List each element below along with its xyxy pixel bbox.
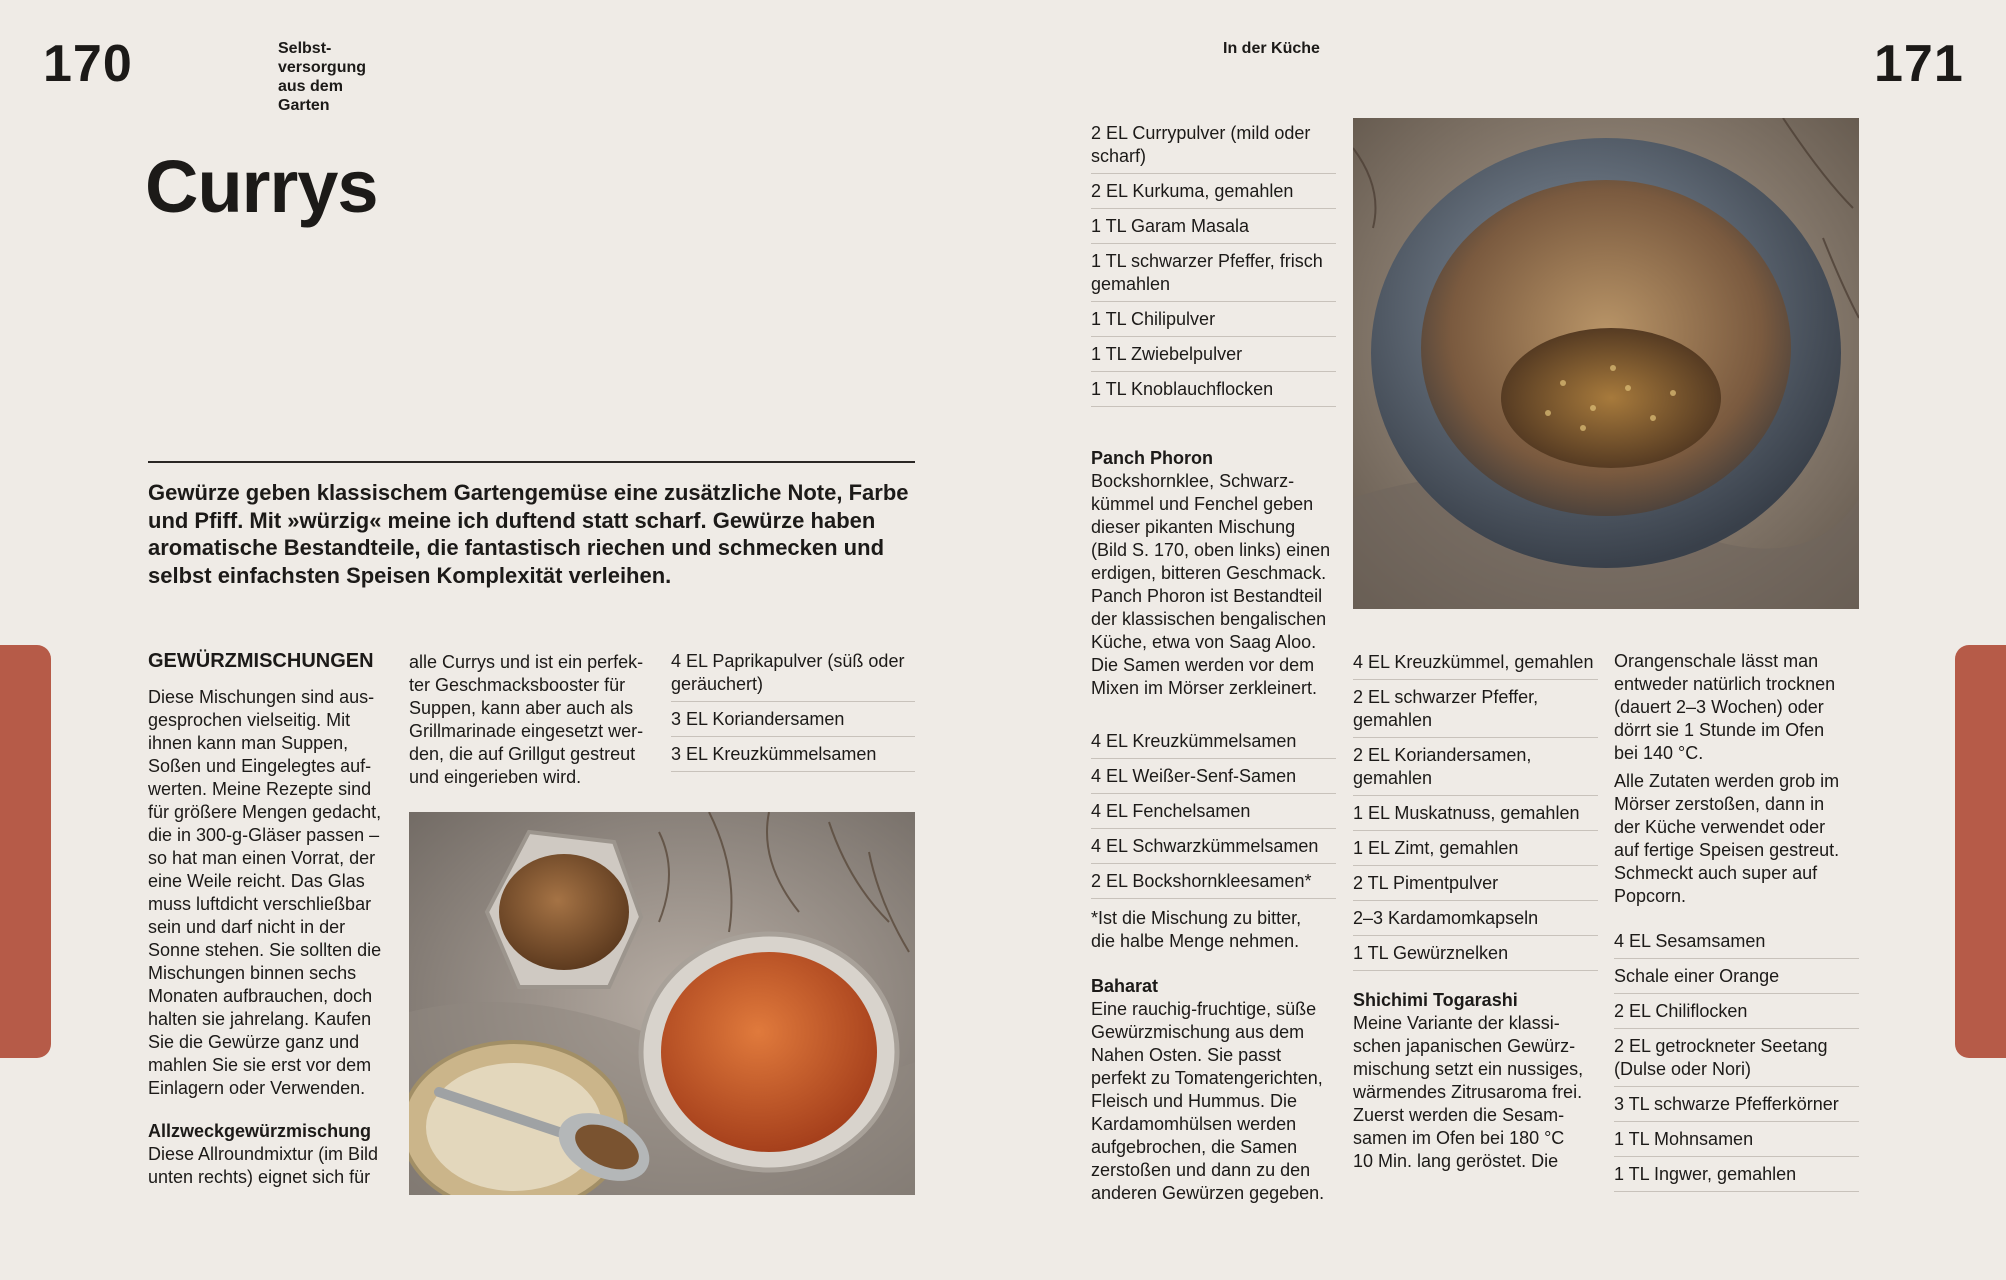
page-title: Currys — [145, 145, 378, 228]
mortar-photo — [1353, 118, 1859, 609]
ingredient: 2 EL Chiliflocken — [1614, 998, 1859, 1029]
shichimi-body-cont: Orangenschale lässt man entweder natürlich trocknen (dauert 2–3 Wochen) oder dörrt sie 1 Stunde im Ofen bei 140 °C. — [1614, 651, 1836, 763]
ingredient: 3 TL schwarze Pfefferkörner — [1614, 1091, 1859, 1122]
ingredient: 4 EL Paprikapulver (süß oder geräuchert) — [671, 648, 915, 702]
column-2: alle Currys und ist ein perfek- ter Geschmacksbooster für Suppen, kann aber auch als Grillmarinade eingesetzt wer- den, die auf Grillgut gestreut und eingerieben wird. — [409, 652, 644, 787]
ingredient: 4 EL Kreuzkümmel, gemahlen — [1353, 649, 1598, 680]
ingredient: 1 TL Gewürznelken — [1353, 940, 1598, 971]
shichimi-body-cont2: Alle Zutaten werden grob im Mörser zerstoßen, dann in der Küche verwendet oder auf fertige Speisen gestreut. Schmeckt auch super auf Popcorn. — [1614, 771, 1840, 906]
ingredient: 4 EL Kreuzkümmelsamen — [1091, 728, 1336, 759]
left-chapter-tab — [0, 645, 51, 1058]
ingredient: 1 EL Muskatnuss, gemahlen — [1353, 800, 1598, 831]
ingredient: 4 EL Fenchelsamen — [1091, 798, 1336, 829]
spice-jars-illustration — [409, 812, 915, 1195]
ingredient: 2–3 Kardamomkapseln — [1353, 905, 1598, 936]
ingredient: 3 EL Koriandersamen — [671, 706, 915, 737]
baharat-ingredient-list — [1353, 649, 1598, 971]
column-r1 — [1091, 120, 1336, 1205]
intro-text: Gewürze geben klassischem Gartengemüse eine zusätzliche Note, Farbe und Pfiff. Mit »würzig« meine ich duftend statt scharf. Gewürze haben aromatische Bestandteile, die fantastisch riechen und schmecken und selbst einfachsten Speisen Komplexität verleihen. — [148, 480, 909, 588]
section-body: Diese Mischungen sind aus- gesprochen vielseitig. Mit ihnen kann man Suppen, Soßen und Eingelegtes auf- werten. Meine Rezepte sind für größere Mengen gedacht, die in 300-g-Gläser passen – so hat man einen Vorrat, der eine Weile reicht. Das Glas muss luftdicht verschließbar sein und darf nicht in der Sonne stehen. Sie sollten die Mischungen binnen sechs Monaten aufbrauchen, doch halten sie jahrelang. Kaufen Sie die Gewürze ganz und mahlen Sie sie erst vor dem Einlagern oder Verwenden. — [148, 687, 382, 1098]
panch-phoron-note: *Ist die Mischung zu bitter, die halbe Menge nehmen. — [1091, 908, 1302, 951]
shichimi-heading: Shichimi Togarashi — [1353, 990, 1518, 1010]
ingredient: 3 EL Kreuzkümmelsamen — [671, 741, 915, 772]
ingredient: 4 EL Weißer-Senf-Samen — [1091, 763, 1336, 794]
running-head-right: In der Küche — [1223, 40, 1320, 57]
shichimi-body: Meine Variante der klassi- schen japanischen Gewürz- mischung setzt ein nussiges, wärmendes Zitrusaroma frei. Zuerst werden die Sesam- samen im Ofen bei 180 °C 10 Min. lang geröstet. Die — [1353, 1013, 1584, 1171]
ingredient: 1 TL schwarzer Pfeffer, frisch gemahlen — [1091, 248, 1336, 302]
panch-phoron-heading: Panch Phoron — [1091, 448, 1214, 468]
panch-phoron-ingredient-list — [1091, 728, 1336, 899]
column-r3 — [1614, 650, 1859, 1196]
baharat-body: Eine rauchig-fruchtige, süße Gewürzmischung aus dem Nahen Osten. Sie passt perfekt zu Tomatengerichten, Fleisch und Hummus. Die Kardamomhülsen werden aufgebrochen, die Samen zerstoßen und dann zu den anderen Gewürzen gegeben. — [1091, 999, 1325, 1203]
allzweck-ingredient-list-b — [1091, 120, 1336, 407]
ingredient: 2 EL getrockneter Seetang (Dulse oder Nori) — [1614, 1033, 1859, 1087]
page-number-left: 170 — [43, 35, 133, 93]
ingredient: 1 TL Zwiebelpulver — [1091, 341, 1336, 372]
spice-jars-photo — [409, 812, 915, 1195]
ingredient: 1 TL Ingwer, gemahlen — [1614, 1161, 1859, 1192]
ingredient: Schale einer Orange — [1614, 963, 1859, 994]
panch-phoron-body: Bockshornklee, Schwarz- kümmel und Fenchel geben dieser pikanten Mischung (Bild S. 170, oben links) einen erdigen, bitteren Geschmack. Panch Phoron ist Bestandteil der klassischen bengalischen Küche, etwa von Saag Aloo. Die Samen werden vor dem Mixen im Mörser zerkleinert. — [1091, 471, 1331, 698]
ingredient: 4 EL Schwarzkümmelsamen — [1091, 833, 1336, 864]
ingredient: 2 EL Currypulver (mild oder scharf) — [1091, 120, 1336, 174]
section-heading: GEWÜRZMISCHUNGEN — [148, 650, 374, 672]
ingredient: 4 EL Sesamsamen — [1614, 928, 1859, 959]
allzweck-ingredient-list-a — [671, 648, 915, 776]
ingredient: 2 EL Bockshornkleesamen* — [1091, 868, 1336, 899]
column-1 — [148, 649, 393, 1189]
intro-rule — [148, 461, 915, 463]
ingredient: 2 EL Koriandersamen, gemahlen — [1353, 742, 1598, 796]
baharat-heading: Baharat — [1091, 976, 1159, 996]
ingredient: 2 EL schwarzer Pfeffer, gemahlen — [1353, 684, 1598, 738]
column-r2 — [1353, 649, 1598, 1173]
running-head-left: Selbst- versorgung aus dem Garten — [278, 40, 367, 114]
mortar-illustration — [1353, 118, 1859, 609]
shichimi-ingredient-list — [1614, 928, 1859, 1192]
ingredient: 1 TL Knoblauchflocken — [1091, 376, 1336, 407]
allzweck-heading: Allzweckgewürzmischung — [148, 1121, 372, 1141]
ingredient: 1 TL Mohnsamen — [1614, 1126, 1859, 1157]
allzweck-body: Diese Allroundmixtur (im Bild unten rechts) eignet sich für — [148, 1144, 379, 1187]
right-chapter-tab — [1955, 645, 2006, 1058]
ingredient: 2 TL Pimentpulver — [1353, 870, 1598, 901]
ingredient: 2 EL Kurkuma, gemahlen — [1091, 178, 1336, 209]
ingredient: 1 TL Chilipulver — [1091, 306, 1336, 337]
ingredient: 1 TL Garam Masala — [1091, 213, 1336, 244]
ingredient: 1 EL Zimt, gemahlen — [1353, 835, 1598, 866]
page-number-right: 171 — [1874, 35, 1964, 93]
